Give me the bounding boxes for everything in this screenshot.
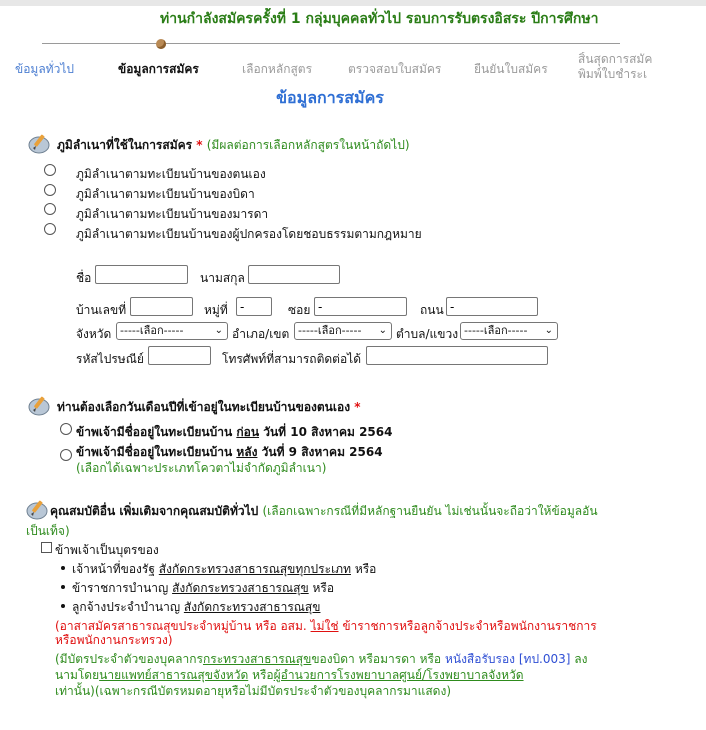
top-strip	[0, 0, 706, 6]
step-confirm-application[interactable]: ยืนยันใบสมัคร	[474, 62, 548, 76]
step-finish-line2: พิมพ์ใบชำระเ	[578, 67, 648, 81]
zipcode-label: รหัสไปรษณีย์	[76, 352, 144, 366]
evidence-note-e: ลง	[574, 652, 588, 666]
edit-note-icon	[26, 498, 50, 520]
radio-domicile-guardian-label: ภูมิลำเนาตามทะเบียนบ้านของผู้ปกครองโดยชอบธรรมตามกฎหมาย	[76, 227, 422, 241]
list-item-suffix: หรือ	[312, 581, 335, 595]
section-extra-qualification-note-cont: เป็นเท็จ)	[26, 524, 70, 538]
evidence-note-a: (มีบัตรประจำตัวของบุคลากร	[55, 652, 203, 666]
evidence-note-c: ของบิดา หรือมารดา หรือ	[311, 652, 442, 666]
phone-input[interactable]	[366, 346, 548, 365]
list-item	[72, 560, 376, 579]
section-domicile-note: (มีผลต่อการเลือกหลักสูตรในหน้าถัดไป)	[206, 138, 410, 152]
step-select-program[interactable]: เลือกหลักสูตร	[242, 62, 313, 76]
province-select[interactable]	[116, 322, 228, 340]
district-select-value: -----เลือก-----	[298, 324, 362, 337]
step-review-application[interactable]: ตรวจสอบใบสมัคร	[348, 62, 442, 76]
section-extra-qualification-note: (เลือกเฉพาะกรณีที่มีหลักฐานยืนยัน ไม่เช่นนั้นจะถือว่าให้ข้อมูลอัน	[262, 504, 598, 518]
list-item-role: ข้าราชการบำนาญ	[72, 581, 169, 595]
radio-domicile-father-label: ภูมิลำเนาตามทะเบียนบ้านของบิดา	[76, 187, 255, 201]
province-label: จังหวัด	[76, 327, 112, 341]
last-name-label: นามสกุล	[200, 271, 245, 285]
last-name-input[interactable]	[248, 265, 340, 284]
first-name-label: ชื่อ	[76, 271, 92, 285]
radio-domicile-guardian[interactable]	[44, 223, 56, 235]
volunteer-warning-line2: หรือพนักงานกระทรวง)	[55, 633, 173, 647]
house-number-label: บ้านเลขที่	[76, 303, 127, 317]
evidence-note-line3: เท่านั้น)(เฉพาะกรณีบัตรหมดอายุหรือไม่มีบัตรประจำตัวของบุคลากรมาแสดง)	[55, 684, 452, 698]
road-input[interactable]	[446, 297, 538, 316]
checkbox-child-of-label: ข้าพเจ้าเป็นบุตรของ	[55, 543, 159, 557]
list-item	[72, 598, 320, 617]
list-item-affiliation: สังกัดกระทรวงสาธารณสุขทุกประเภท	[158, 562, 351, 576]
bullet-dot	[61, 566, 65, 570]
step-general-info[interactable]: ข้อมูลทั่วไป	[15, 62, 74, 76]
required-mark: *	[196, 138, 203, 152]
radio-domicile-mother-label: ภูมิลำเนาตามทะเบียนบ้านของมารดา	[76, 207, 269, 221]
evidence-note-ministry: กระทรวงสาธารณสุข	[202, 652, 312, 666]
list-item-role: เจ้าหน้าที่ของรัฐ	[72, 562, 155, 576]
registered-before-keyword: ก่อน	[236, 425, 260, 439]
evidence-note-signed-by: นามโดย	[55, 668, 100, 682]
district-label: อำเภอ/เขต	[232, 327, 290, 341]
edit-note-icon	[28, 394, 52, 416]
radio-domicile-mother[interactable]	[44, 203, 56, 215]
chevron-down-icon: ⌄	[544, 325, 553, 336]
zipcode-input[interactable]	[148, 346, 211, 365]
section-residence-date-heading	[57, 398, 361, 417]
moo-label: หมู่ที่	[204, 303, 228, 317]
list-item-role: ลูกจ้างประจำบำนาญ	[72, 600, 181, 614]
radio-registered-before-label	[76, 423, 392, 442]
district-select[interactable]	[294, 322, 392, 340]
house-number-input[interactable]	[130, 297, 193, 316]
chevron-down-icon: ⌄	[214, 325, 223, 336]
phone-label: โทรศัพท์ที่สามารถติดต่อได้	[222, 352, 361, 366]
list-item-affiliation: สังกัดกระทรวงสาธารณสุข	[172, 581, 309, 595]
page-title: ข้อมูลการสมัคร	[276, 88, 384, 107]
chevron-down-icon: ⌄	[378, 325, 387, 336]
step-application-info[interactable]: ข้อมูลการสมัคร	[118, 62, 199, 76]
list-item	[72, 579, 334, 598]
subdistrict-label: ตำบล/แขวง	[396, 327, 459, 341]
step-finish-line1: สิ้นสุดการสมัค	[578, 52, 653, 66]
volunteer-warning-a: (อาสาสมัครสาธารณสุขประจำหมู่บ้าน หรือ อสม.	[55, 619, 307, 633]
registered-before-text: ข้าพเจ้ามีชื่ออยู่ในทะเบียนบ้าน	[76, 425, 233, 439]
bullet-dot	[61, 585, 65, 589]
evidence-note-hospital-director: ผู้อำนวยการโรงพยาบาลศูนย์/โรงพยาบาลจังหวัด	[273, 668, 524, 682]
evidence-note-or: หรือ	[252, 668, 274, 682]
radio-registered-before[interactable]	[60, 423, 72, 435]
section-residence-date-title: ท่านต้องเลือกวันเดือนปีที่เข้าอยู่ในทะเบียนบ้านของตนเอง	[57, 400, 351, 414]
volunteer-warning-not: ไม่ใช่	[310, 619, 339, 633]
radio-domicile-self-label: ภูมิลำเนาตามทะเบียนบ้านของตนเอง	[76, 167, 266, 181]
first-name-input[interactable]	[95, 265, 188, 284]
moo-input[interactable]	[236, 297, 272, 316]
registered-after-text: ข้าพเจ้ามีชื่ออยู่ในทะเบียนบ้าน	[76, 445, 233, 459]
checkbox-child-of[interactable]	[41, 542, 52, 553]
evidence-note-certificate: หนังสือรับรอง [ทป.003]	[444, 652, 571, 666]
registered-before-date: วันที่ 10 สิงหาคม 2564	[263, 425, 393, 439]
radio-registered-after[interactable]	[60, 449, 72, 461]
section-domicile-title: ภูมิลำเนาที่ใช้ในการสมัคร	[57, 138, 193, 152]
soi-label: ซอย	[288, 303, 311, 317]
section-extra-qualification-title: คุณสมบัติอื่น เพิ่มเติมจากคุณสมบัติทั่วไป	[50, 504, 259, 518]
registered-after-date: วันที่ 9 สิงหาคม 2564	[261, 445, 383, 459]
section-extra-qualification-heading	[50, 502, 598, 521]
edit-note-icon	[28, 132, 52, 154]
radio-domicile-father[interactable]	[44, 184, 56, 196]
province-select-value: -----เลือก-----	[120, 324, 184, 337]
list-item-suffix: หรือ	[354, 562, 377, 576]
subdistrict-select[interactable]	[460, 322, 558, 340]
required-mark: *	[354, 400, 361, 414]
radio-domicile-self[interactable]	[44, 164, 56, 176]
step-finish[interactable]	[578, 52, 706, 82]
registered-after-keyword: หลัง	[236, 445, 258, 459]
evidence-note-provincial-doctor: นายแพทย์สาธารณสุขจังหวัด	[99, 668, 249, 682]
list-item-affiliation: สังกัดกระทรวงสาธารณสุข	[183, 600, 321, 614]
progress-track	[42, 43, 620, 44]
road-label: ถนน	[420, 303, 444, 317]
application-status-title: ท่านกำลังสมัครครั้งที่ 1 กลุ่มบุคคลทั่วไป รอบการรับตรงอิสระ ปีการศึกษา	[160, 11, 599, 27]
registered-after-note: (เลือกได้เฉพาะประเภทโควตาไม่จำกัดภูมิลำเนา)	[76, 461, 327, 475]
subdistrict-select-value: -----เลือก-----	[464, 324, 528, 337]
section-domicile-heading	[57, 136, 410, 155]
bullet-dot	[61, 604, 65, 608]
progress-marker	[156, 39, 166, 49]
soi-input[interactable]	[314, 297, 407, 316]
volunteer-warning-c: ข้าราชการหรือลูกจ้างประจำหรือพนักงานราชการ	[342, 619, 597, 633]
